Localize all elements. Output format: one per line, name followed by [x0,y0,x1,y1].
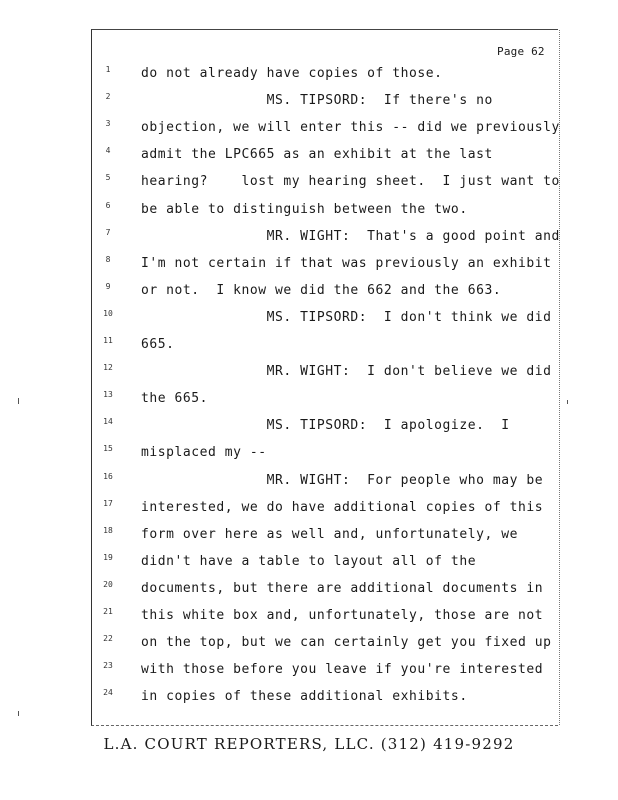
line-number: 18 [103,525,113,535]
line-text: do not already have copies of those. [141,66,443,81]
court-reporter-footer: L.A. COURT REPORTERS, LLC. (312) 419-9292 [103,735,515,753]
transcript-line [0,283,618,303]
transcript-line [0,364,618,384]
line-text: be able to distinguish between the two. [141,201,468,217]
line-number: 4 [105,146,111,156]
transcript-line [0,635,618,655]
transcript-line [0,120,618,140]
transcript-line [0,310,618,330]
line-number: 15 [103,444,113,454]
line-number: 8 [105,254,111,264]
line-number: 5 [105,173,111,183]
line-number: 7 [105,227,111,237]
transcript-line [0,337,618,357]
line-text: MS. TIPSORD: I don't think we did [141,309,552,325]
transcript-line [0,93,618,113]
transcript-line [0,202,618,222]
line-number: 13 [103,390,113,400]
line-text: misplaced my -- [141,445,267,461]
transcript-line [0,689,618,709]
line-text: the 665. [141,391,209,407]
transcript-line [0,256,618,276]
line-number: 12 [103,363,113,373]
transcript-line [0,608,618,628]
scan-speck [18,711,19,716]
transcript-line [0,445,618,465]
line-text: form over here as well and, unfortunately, we [141,526,518,542]
line-text: I'm not certain if that was previously an exhibit [141,255,552,271]
line-text: admit the LPC665 as an exhibit at the last [141,147,493,163]
line-number: 3 [105,119,111,129]
line-text: on the top, but we can certainly get you fixed up [141,635,552,651]
transcript-line [0,500,618,520]
line-text: documents, but there are additional documents in [141,580,544,596]
line-number: 24 [103,688,113,698]
line-number: 23 [103,661,113,671]
line-number: 20 [103,579,113,589]
line-text: objection, we will enter this -- did we previously [141,120,560,136]
transcript-line [0,147,618,167]
line-number: 10 [103,308,113,318]
transcript-line [0,229,618,249]
line-number: 1 [105,65,111,74]
line-text: MS. TIPSORD: If there's no [141,93,493,109]
page-number: Page 62 [497,45,545,58]
transcript-line [0,391,618,411]
transcript-line [0,473,618,493]
line-number: 19 [103,552,113,562]
line-number: 2 [105,92,111,102]
line-text: interested, we do have additional copies of this [141,499,544,515]
line-text: MR. WIGHT: For people who may be [141,472,544,488]
line-number: 6 [105,200,111,210]
line-number: 17 [103,498,113,508]
transcript-line [0,527,618,547]
line-text: or not. I know we did the 662 and the 663. [141,282,502,298]
line-text: MR. WIGHT: That's a good point and [141,228,560,244]
transcript-line [0,418,618,438]
scan-speck [567,400,568,404]
line-number: 21 [103,607,113,616]
line-text: in copies of these additional exhibits. [141,689,468,705]
transcript-line [0,174,618,194]
transcript-line [0,554,618,574]
line-number: 9 [105,281,111,291]
line-text: MR. WIGHT: I don't believe we did [141,364,552,380]
line-number: 22 [103,634,113,644]
transcript-line [0,66,618,86]
transcript-line [0,581,618,601]
line-text: MS. TIPSORD: I apologize. I [141,418,510,434]
scan-speck [18,398,19,404]
line-number: 11 [103,336,113,345]
line-text: this white box and, unfortunately, those are not [141,608,544,623]
line-number: 14 [103,417,113,427]
line-text: hearing? lost my hearing sheet. I just want to [141,174,560,190]
line-text: with those before you leave if you're interested [141,662,544,678]
line-text: didn't have a table to layout all of the [141,553,477,569]
line-text: 665. [141,337,175,352]
line-number: 16 [103,471,113,481]
transcript-line [0,662,618,682]
